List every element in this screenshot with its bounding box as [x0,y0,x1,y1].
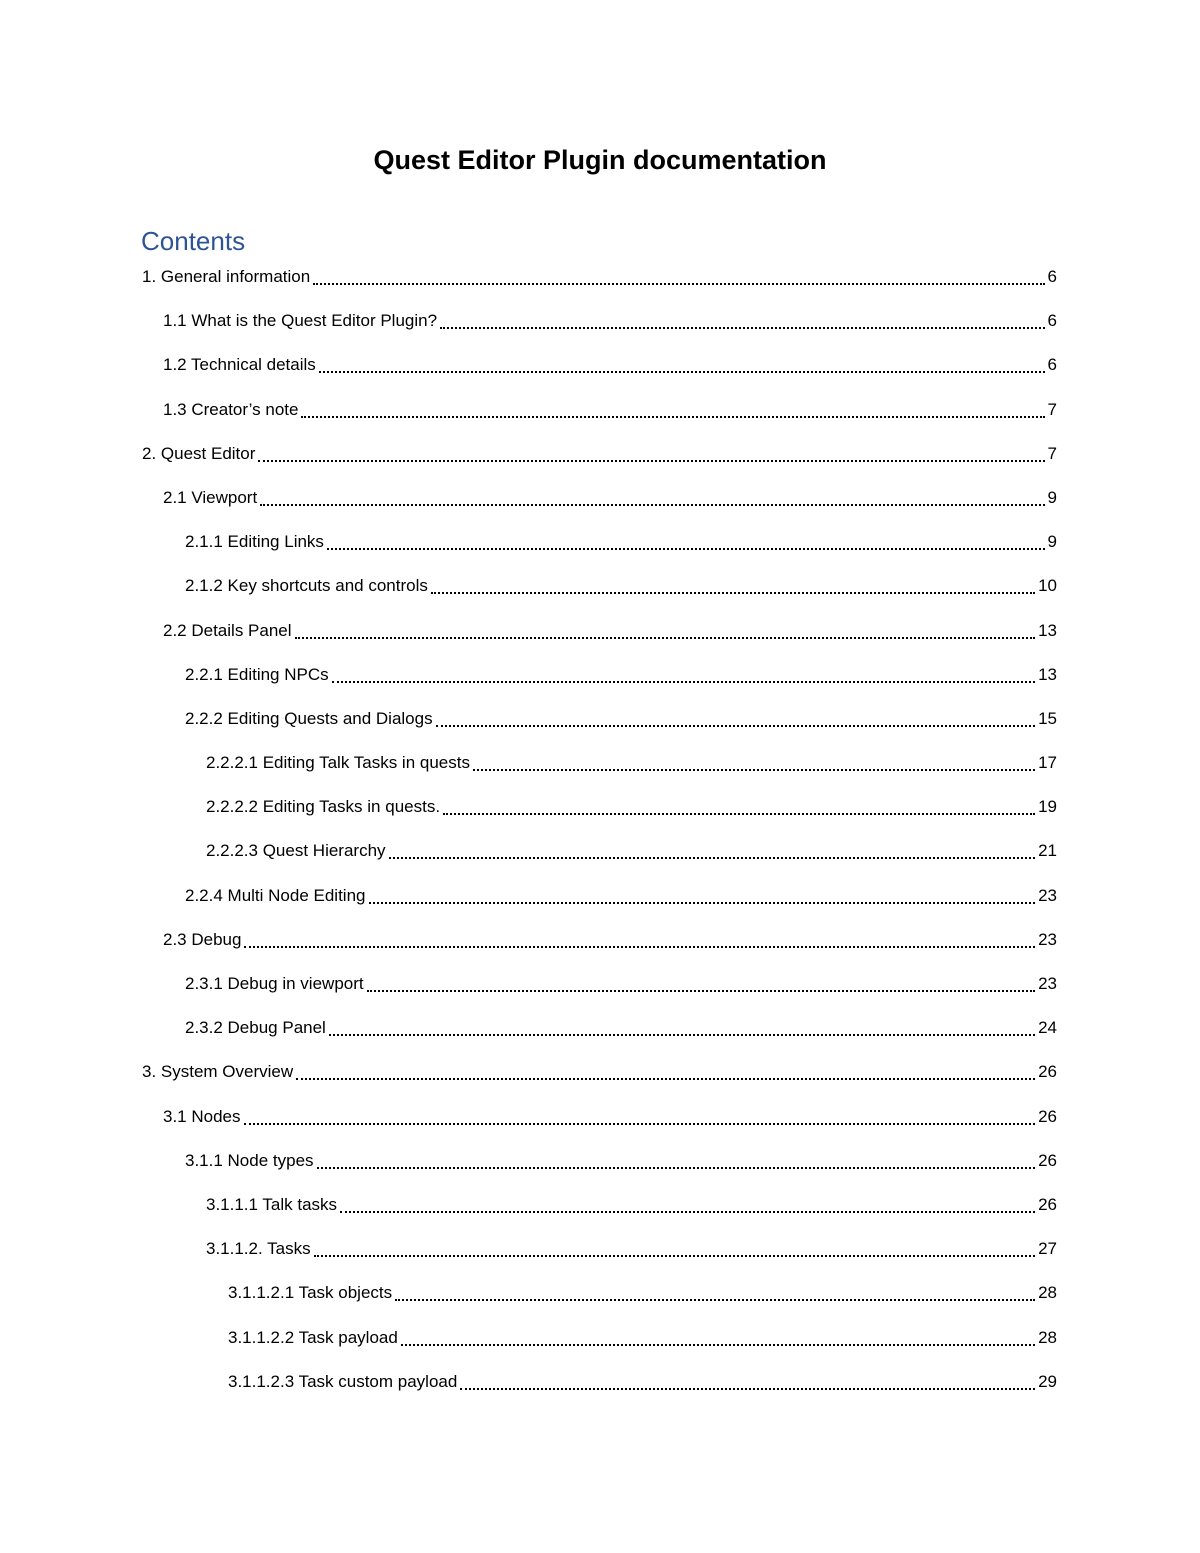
toc-entry-label[interactable]: 2.1 Viewport [163,487,258,507]
toc-entry-row[interactable] [206,788,1057,826]
toc-dot-leader [460,1368,1035,1390]
toc-entry[interactable] [0,1142,1200,1186]
toc-entry[interactable] [0,258,1200,302]
toc-entry-label[interactable]: 2.3.1 Debug in viewport [185,974,364,993]
toc-entry-row[interactable] [206,832,1057,870]
toc-entry-label[interactable]: 2.2.2.2 Editing Tasks in quests. [206,797,441,817]
toc-entry[interactable] [0,744,1200,788]
toc-dot-leader [317,1147,1036,1169]
toc-entry-label[interactable]: 2.2.2.3 Quest Hierarchy [206,841,386,861]
toc-entry-row[interactable] [185,523,1057,561]
toc-dot-leader [296,1058,1035,1080]
toc-dot-leader [244,1103,1036,1125]
toc-entry-page-number[interactable]: 26 [1038,1062,1057,1082]
toc-dot-leader [440,307,1044,329]
toc-dot-leader [389,837,1036,859]
toc-entry[interactable] [0,567,1200,611]
toc-entry-row[interactable] [206,1186,1057,1224]
toc-entry[interactable] [0,1009,1200,1053]
toc-entry-page-number[interactable]: 6 [1047,267,1057,286]
toc-entry-label[interactable]: 2.2.2.1 Editing Talk Tasks in quests [206,753,470,773]
toc-entry-row[interactable] [163,1098,1057,1136]
toc-entry-row[interactable] [163,612,1057,650]
toc-entry[interactable] [0,877,1200,921]
toc-entry-page-number[interactable]: 28 [1038,1283,1057,1303]
document-title: Quest Editor Plugin documentation [373,145,827,175]
toc-entry-label[interactable]: 2. Quest Editor [142,443,256,463]
toc-entry-label[interactable]: 3. System Overview [142,1062,294,1082]
contents-heading: Contents [141,226,246,256]
toc-entry-row[interactable] [142,258,1057,296]
toc-entry-page-number[interactable]: 9 [1047,532,1057,552]
toc-entry-page-number[interactable]: 23 [1038,885,1057,905]
toc-entry[interactable] [0,479,1200,523]
toc-dot-leader [319,351,1045,373]
toc-entry[interactable] [0,435,1200,479]
toc-entry[interactable] [0,965,1200,1009]
toc-entry-row[interactable] [163,479,1057,517]
toc-entry-row[interactable] [228,1319,1057,1357]
table-of-contents [0,258,1200,1407]
toc-entry[interactable] [0,1053,1200,1097]
toc-entry-row[interactable] [206,1230,1057,1268]
toc-entry-row[interactable] [185,656,1057,694]
toc-entry-page-number[interactable]: 13 [1038,664,1057,684]
toc-entry[interactable] [0,1230,1200,1274]
toc-entry-page-number[interactable]: 23 [1038,929,1057,949]
toc-entry-label[interactable]: 2.3 Debug [163,929,242,949]
toc-entry-label[interactable]: 3.1.1.2.1 Task objects [228,1283,393,1303]
toc-entry[interactable] [0,1363,1200,1407]
toc-entry[interactable] [0,1319,1200,1363]
toc-entry-label[interactable]: 2.2.2 Editing Quests and Dialogs [185,708,433,728]
toc-dot-leader [369,882,1036,904]
toc-entry-row[interactable] [185,1009,1057,1047]
toc-entry-label[interactable]: 3.1.1 Node types [185,1150,314,1170]
toc-entry[interactable] [0,832,1200,876]
toc-dot-leader [260,484,1044,506]
toc-entry-page-number[interactable]: 6 [1047,311,1057,331]
toc-entry-row[interactable] [228,1363,1057,1401]
toc-entry-row[interactable] [142,435,1057,473]
toc-entry[interactable] [0,1186,1200,1230]
toc-entry-label[interactable]: 2.2.4 Multi Node Editing [185,885,366,905]
toc-entry[interactable] [0,523,1200,567]
toc-entry-label[interactable]: 2.2.1 Editing NPCs [185,664,329,684]
toc-entry-page-number[interactable]: 21 [1038,841,1057,861]
toc-entry-row[interactable] [163,302,1057,340]
toc-dot-leader [367,970,1035,992]
toc-entry-page-number[interactable]: 17 [1038,753,1057,773]
toc-entry-page-number[interactable]: 26 [1038,1194,1057,1214]
toc-dot-leader [244,926,1035,948]
toc-entry-page-number[interactable]: 24 [1038,1018,1057,1038]
toc-entry-label[interactable]: 3.1.1.2.3 Task custom payload [228,1371,458,1391]
toc-entry-row[interactable] [163,921,1057,959]
toc-entry[interactable] [0,1274,1200,1318]
toc-entry-row[interactable] [228,1274,1057,1312]
toc-entry[interactable] [0,700,1200,744]
toc-entry[interactable] [0,656,1200,700]
toc-dot-leader [436,705,1035,727]
toc-dot-leader [314,1235,1035,1257]
toc-dot-leader [327,528,1045,550]
toc-entry-row[interactable] [142,1053,1057,1091]
toc-entry-row[interactable] [206,744,1057,782]
toc-entry-label[interactable]: 2.3.2 Debug Panel [185,1018,326,1038]
toc-entry-label[interactable]: 3.1 Nodes [163,1106,241,1126]
toc-entry-label[interactable]: 1.1 What is the Quest Editor Plugin? [163,311,438,331]
toc-entry-label[interactable]: 1.3 Creator’s note [163,399,299,419]
toc-entry-row[interactable] [163,391,1057,429]
toc-entry-page-number[interactable]: 28 [1038,1327,1057,1347]
toc-entry-page-number[interactable]: 6 [1047,355,1057,375]
toc-entry-row[interactable] [163,346,1057,384]
toc-dot-leader [329,1014,1035,1036]
toc-entry-label[interactable]: 2.2 Details Panel [163,620,292,640]
toc-dot-leader [473,749,1035,771]
toc-entry-page-number[interactable]: 9 [1047,487,1057,507]
toc-entry-row[interactable] [185,700,1057,738]
toc-dot-leader [401,1324,1035,1346]
toc-dot-leader [340,1191,1035,1213]
toc-entry[interactable] [0,612,1200,656]
toc-entry-page-number[interactable]: 27 [1038,1239,1057,1259]
toc-dot-leader [395,1279,1035,1301]
toc-entry[interactable] [0,788,1200,832]
toc-entry-page-number[interactable]: 26 [1038,1106,1057,1126]
toc-entry-label[interactable]: 1. General information [142,267,311,286]
toc-entry[interactable] [0,302,1200,346]
toc-entry-page-number[interactable]: 15 [1038,708,1057,728]
toc-entry-label[interactable]: 3.1.1.2.2 Task payload [228,1327,398,1347]
toc-entry[interactable] [0,346,1200,390]
toc-entry-page-number[interactable]: 29 [1038,1371,1057,1391]
toc-entry-label[interactable]: 2.1.2 Key shortcuts and controls [185,576,428,596]
toc-dot-leader [295,617,1036,639]
toc-entry-row[interactable] [185,567,1057,605]
toc-entry-label[interactable]: 3.1.1.1 Talk tasks [206,1194,338,1214]
toc-entry-page-number[interactable]: 23 [1038,974,1057,993]
toc-dot-leader [431,572,1035,594]
toc-entry-page-number[interactable]: 19 [1038,797,1057,817]
toc-entry[interactable] [0,391,1200,435]
toc-entry-row[interactable] [185,1142,1057,1180]
toc-dot-leader [332,661,1035,683]
toc-dot-leader [301,396,1044,418]
toc-entry-row[interactable] [185,877,1057,915]
toc-dot-leader [313,263,1044,285]
toc-entry-page-number[interactable]: 7 [1047,443,1057,463]
toc-entry-label[interactable]: 1.2 Technical details [163,355,316,375]
toc-entry[interactable] [0,1098,1200,1142]
toc-entry[interactable] [0,921,1200,965]
toc-entry-label[interactable]: 2.1.1 Editing Links [185,532,324,552]
toc-entry-row[interactable] [185,965,1057,1003]
toc-dot-leader [258,440,1044,462]
toc-entry-page-number[interactable]: 13 [1038,620,1057,640]
toc-entry-label[interactable]: 3.1.1.2. Tasks [206,1239,311,1259]
toc-dot-leader [443,793,1035,815]
toc-entry-page-number[interactable]: 10 [1038,576,1057,596]
toc-entry-page-number[interactable]: 26 [1038,1150,1057,1170]
toc-entry-page-number[interactable]: 7 [1047,399,1057,419]
